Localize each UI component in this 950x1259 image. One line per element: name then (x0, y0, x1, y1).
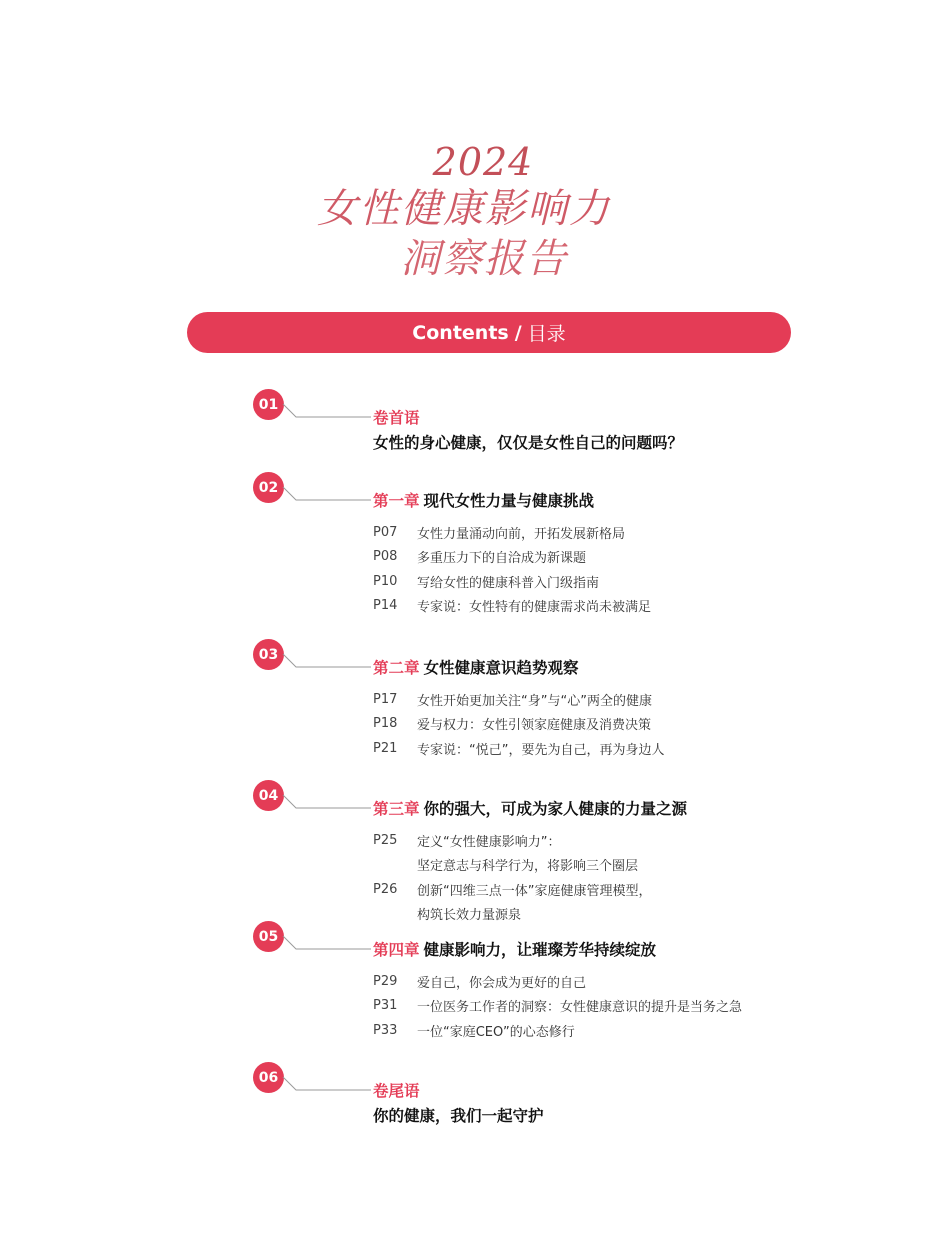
entry-title: 一位“家庭CEO”的心态修行 (417, 1024, 575, 1040)
contents-label-en: Contents (412, 321, 509, 344)
entry-list (373, 520, 651, 618)
toc-entry[interactable] (373, 545, 651, 570)
section-label: 卷首语 (373, 409, 420, 427)
section-title: 现代女性力量与健康挑战 (423, 492, 595, 510)
section-number-badge: 05 (253, 921, 284, 952)
toc-entry[interactable] (373, 687, 664, 712)
entry-page-number: P07 (373, 524, 398, 540)
entry-title: 一位医务工作者的洞察：女性健康意识的提升是当务之急 (417, 1000, 743, 1016)
title-line-1: 女性健康影响力 (317, 186, 611, 232)
entry-page-number: P21 (373, 740, 398, 756)
section-heading (373, 406, 420, 428)
toc-entry[interactable] (373, 902, 651, 927)
section-title: 健康影响力，让璀璨芳华持续绽放 (423, 941, 657, 959)
entry-title: 坚定意志与科学行为，将影响三个圈层 (417, 859, 639, 875)
connector-line (282, 653, 372, 673)
entry-title: 爱与权力：女性引领家庭健康及消费决策 (417, 718, 652, 734)
section-title: 你的强大，可成为家人健康的力量之源 (423, 800, 688, 818)
toc-entry[interactable] (373, 520, 651, 545)
title-year: 2024 (432, 140, 534, 184)
connector-line (282, 486, 372, 506)
entry-page-number: P31 (373, 998, 398, 1014)
connector-line (282, 794, 372, 814)
entry-page-number: P33 (373, 1022, 398, 1038)
section-title: 女性健康意识趋势观察 (423, 659, 579, 677)
entry-title: 专家说：女性特有的健康需求尚未被满足 (417, 600, 652, 616)
report-title (0, 140, 950, 284)
entry-title: 专家说：“悦己”，要先为自己，再为身边人 (417, 742, 665, 758)
toc-entry[interactable] (373, 853, 651, 878)
entry-page-number: P10 (373, 573, 398, 589)
section-label: 第三章 (373, 800, 420, 818)
connector-line (282, 935, 372, 955)
connector-line (282, 403, 372, 423)
section-label: 第四章 (373, 941, 420, 959)
entry-list (373, 969, 742, 1043)
entry-title: 创新“四维三点一体”家庭健康管理模型， (417, 883, 652, 899)
entry-title: 构筑长效力量源泉 (417, 908, 522, 924)
section-label: 第二章 (373, 659, 420, 677)
section-heading (373, 656, 579, 678)
entry-title: 女性开始更加关注“身”与“心”两全的健康 (417, 693, 652, 709)
toc-entry[interactable] (373, 569, 651, 594)
entry-title: 定义“女性健康影响力”： (417, 834, 561, 850)
section-heading (373, 797, 687, 819)
entry-page-number: P18 (373, 716, 398, 732)
entry-page-number: P25 (373, 832, 398, 848)
section-number-badge: 04 (253, 780, 284, 811)
toc-entry[interactable] (373, 877, 651, 902)
section-label: 卷尾语 (373, 1082, 420, 1100)
entry-page-number: P08 (373, 549, 398, 565)
entry-page-number: P14 (373, 598, 398, 614)
entry-page-number: P29 (373, 973, 398, 989)
entry-page-number: P26 (373, 881, 398, 897)
section-label: 第一章 (373, 492, 420, 510)
section-number-badge: 03 (253, 639, 284, 670)
entry-page-number: P17 (373, 691, 398, 707)
entry-title: 多重压力下的自洽成为新课题 (417, 551, 587, 567)
contents-separator: / (514, 321, 522, 344)
connector-line (282, 1076, 372, 1096)
section-subtitle: 女性的身心健康，仅仅是女性自己的问题吗？ (373, 434, 684, 452)
contents-banner (187, 312, 791, 353)
toc-entry[interactable] (373, 736, 664, 761)
toc-entry[interactable] (373, 712, 664, 737)
toc-entry[interactable] (373, 828, 651, 853)
entry-title: 女性力量涌动向前，开拓发展新格局 (417, 526, 626, 542)
section-subtitle: 你的健康，我们一起守护 (373, 1107, 544, 1125)
toc-entry[interactable] (373, 969, 742, 994)
section-number-badge: 02 (253, 472, 284, 503)
entry-title: 爱自己，你会成为更好的自己 (417, 975, 587, 991)
toc-entry[interactable] (373, 1018, 742, 1043)
section-number-badge: 01 (253, 389, 284, 420)
section-number-badge: 06 (253, 1062, 284, 1093)
section-heading (373, 489, 594, 511)
section-heading (373, 1079, 420, 1101)
entry-title: 写给女性的健康科普入门级指南 (417, 575, 600, 591)
entry-list (373, 828, 651, 926)
toc-entry[interactable] (373, 994, 742, 1019)
section-heading (373, 938, 656, 960)
title-line-2: 洞察报告 (400, 236, 568, 282)
contents-label-zh: 目录 (527, 323, 566, 345)
entry-list (373, 687, 664, 761)
toc-entry[interactable] (373, 594, 651, 619)
